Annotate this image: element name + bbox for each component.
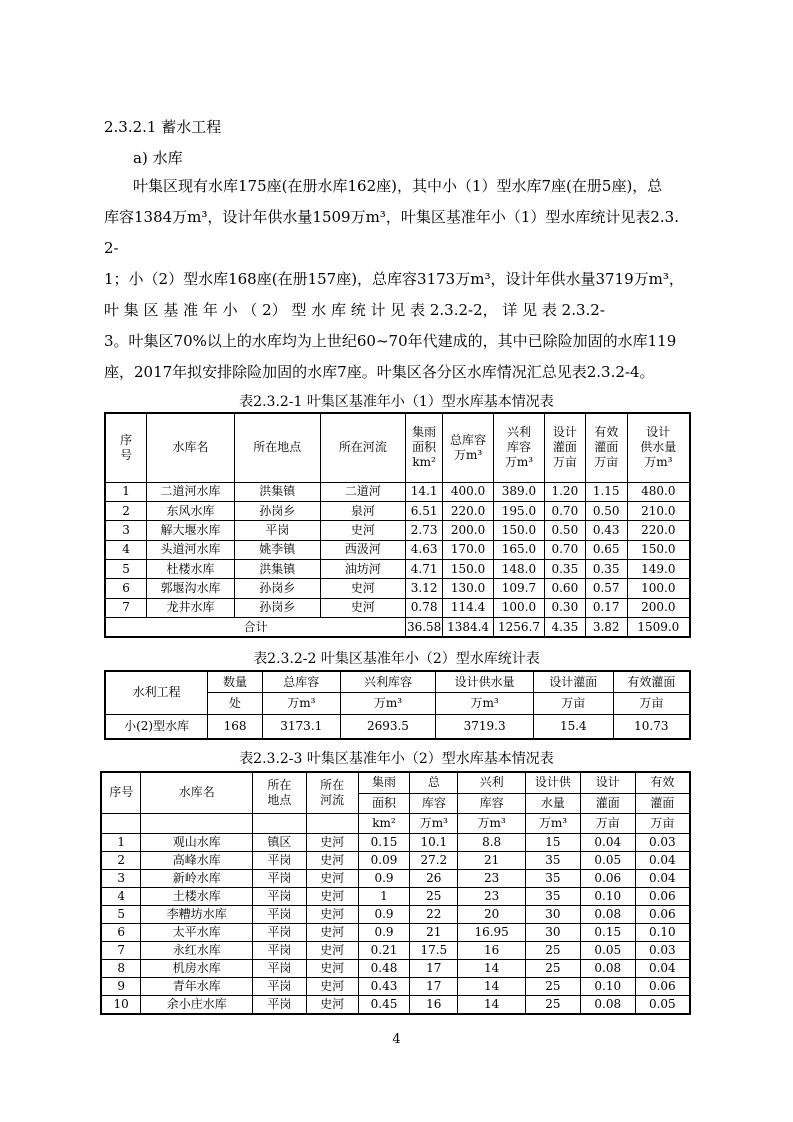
header-useful-capacity: 兴利库容 [340, 671, 436, 693]
table-cell: 平岗 [253, 924, 307, 942]
table-cell: 0.50 [544, 521, 585, 540]
table-cell: 8.8 [458, 833, 526, 851]
table-cell: 平岗 [253, 887, 307, 905]
table-cell: 150.0 [443, 560, 494, 579]
table-cell: 0.9 [358, 869, 410, 887]
header-effective-irrigation-unit: 万亩 [613, 693, 690, 715]
table-cell: 0.35 [585, 560, 627, 579]
table-row [101, 906, 690, 924]
table-cell: 4.63 [406, 540, 443, 559]
table-cell: 孙岗乡 [234, 598, 320, 617]
body-paragraph [104, 171, 690, 388]
table-cell: 0.17 [585, 598, 627, 617]
table2 [104, 670, 691, 740]
table-cell: 平岗 [253, 978, 307, 996]
table-cell: 余小庄水库 [141, 996, 253, 1014]
table-cell: 0.04 [635, 960, 690, 978]
table-cell: 2 [101, 851, 141, 869]
table-cell: 史河 [306, 924, 358, 942]
table-cell: 3 [105, 521, 147, 540]
table-cell: 114.4 [443, 598, 494, 617]
table-cell: 0.43 [585, 521, 627, 540]
table-cell: 389.0 [494, 482, 545, 501]
table-cell: 100.0 [627, 579, 690, 598]
header-water-supply: 设计供水量 [436, 671, 534, 693]
table-cell: 16.95 [458, 924, 526, 942]
table-cell: 史河 [306, 851, 358, 869]
table-cell: 480.0 [627, 482, 690, 501]
table-cell: 5 [105, 560, 147, 579]
table-cell: 0.30 [544, 598, 585, 617]
table-cell: 27.2 [410, 851, 458, 869]
header-river: 所在 河流 [306, 772, 358, 813]
table-cell: 22 [410, 906, 458, 924]
table-cell: 史河 [306, 869, 358, 887]
table-cell: 109.7 [494, 579, 545, 598]
table-cell: 14 [458, 960, 526, 978]
subsection-heading: a) 水库 [133, 149, 183, 167]
table-cell: 25 [526, 978, 581, 996]
table-cell: 泉河 [320, 502, 406, 521]
table-cell: 195.0 [494, 502, 545, 521]
header-empty [141, 813, 253, 833]
header-supply-2: 水量 [526, 793, 581, 813]
table-cell: 17 [410, 978, 458, 996]
table-cell: 3719.3 [436, 714, 534, 739]
table-cell: 洪集镇 [234, 482, 320, 501]
header-empty [101, 813, 141, 833]
table-cell: 21 [410, 924, 458, 942]
page-number: 4 [392, 1032, 401, 1047]
table-cell: 1 [105, 482, 147, 501]
table-cell: 6.51 [406, 502, 443, 521]
table-cell: 17 [410, 960, 458, 978]
paragraph-line: 库容1384万m³，设计年供水量1509万m³，叶集区基准年小（1）型水库统计见表2.3. [104, 208, 679, 226]
table-row [105, 482, 690, 501]
table-cell: 史河 [306, 996, 358, 1014]
header-effective-irrigation: 有效 [635, 772, 690, 793]
header-area: 集雨 面积 km² [406, 413, 443, 482]
table-cell: 0.60 [544, 579, 585, 598]
table-cell: 史河 [306, 960, 358, 978]
table-cell: 0.35 [544, 560, 585, 579]
table2-caption: 表2.3.2-2 叶集区基准年小（2）型水库统计表 [253, 651, 540, 667]
table-cell: 解大堰水库 [147, 521, 235, 540]
table-cell: 二道河 [320, 482, 406, 501]
table-cell: 4.35 [544, 618, 585, 637]
table-cell: 1 [358, 887, 410, 905]
header-total-capacity: 总库容 万m³ [443, 413, 494, 482]
header-count: 数量 [208, 671, 263, 693]
header-effective-irrigation: 有效灌面 [613, 671, 690, 693]
table1-caption: 表2.3.2-1 叶集区基准年小（1）型水库基本情况表 [239, 394, 554, 410]
table-cell: 1.15 [585, 482, 627, 501]
table-cell: 0.70 [544, 540, 585, 559]
table-row [101, 887, 690, 905]
header-seq: 序号 [101, 772, 141, 813]
table3-body [101, 833, 690, 1014]
table-cell: 姚李镇 [234, 540, 320, 559]
table-cell: 23 [458, 887, 526, 905]
table-cell: 9 [101, 978, 141, 996]
table-cell: 3 [101, 869, 141, 887]
table-cell: 史河 [320, 579, 406, 598]
table-cell: 25 [526, 960, 581, 978]
table-cell: 0.10 [580, 887, 635, 905]
table-cell: 1384.4 [443, 618, 494, 637]
table-cell: 14 [458, 978, 526, 996]
header-location: 所在地点 [234, 413, 320, 482]
table-row [105, 579, 690, 598]
table-cell: 永红水库 [141, 942, 253, 960]
table-cell: 0.70 [544, 502, 585, 521]
table-cell: 0.03 [635, 942, 690, 960]
table-cell: 平岗 [234, 521, 320, 540]
header-effective-irrigation-unit: 万亩 [635, 813, 690, 833]
table-cell: 0.05 [580, 942, 635, 960]
table-cell: 0.09 [358, 851, 410, 869]
header-total-unit: 万m³ [410, 813, 458, 833]
table-cell: 0.65 [585, 540, 627, 559]
table-cell: 0.10 [580, 978, 635, 996]
header-total-capacity: 总 [410, 772, 458, 793]
header-total-unit: 万m³ [262, 693, 340, 715]
table-cell: 0.08 [580, 996, 635, 1014]
table-cell: 油坊河 [320, 560, 406, 579]
table-cell: 史河 [320, 521, 406, 540]
table-cell: 210.0 [627, 502, 690, 521]
table-row [105, 598, 690, 617]
table-cell: 0.06 [635, 887, 690, 905]
header-water-supply: 设计 供水量 万m³ [627, 413, 690, 482]
table-cell: 西汲河 [320, 540, 406, 559]
table-cell: 0.9 [358, 906, 410, 924]
table-cell: 平岗 [253, 942, 307, 960]
table-cell: 史河 [306, 942, 358, 960]
table-cell: 平岗 [253, 869, 307, 887]
header-effective-irrigation-2: 灌面 [635, 793, 690, 813]
header-design-irrigation: 设计 [580, 772, 635, 793]
table-cell: 0.45 [358, 996, 410, 1014]
table-cell: 洪集镇 [234, 560, 320, 579]
table-cell: 史河 [306, 887, 358, 905]
table-cell: 10 [101, 996, 141, 1014]
table-cell: 25 [526, 996, 581, 1014]
header-total-2: 库容 [410, 793, 458, 813]
table-cell: 35 [526, 887, 581, 905]
header-useful-2: 库容 [458, 793, 526, 813]
table-cell: 149.0 [627, 560, 690, 579]
table-cell: 东风水库 [147, 502, 235, 521]
table-row [101, 833, 690, 851]
table-cell: 0.9 [358, 924, 410, 942]
table-cell: 镇区 [253, 833, 307, 851]
table-cell: 3.12 [406, 579, 443, 598]
table-cell: 孙岗乡 [234, 579, 320, 598]
table-cell: 150.0 [627, 540, 690, 559]
paragraph-line: 1；小（2）型水库168座(在册157座)，总库容3173万m³，设计年供水量3719万m³， [104, 270, 684, 288]
header-design-irrigation-2: 灌面 [580, 793, 635, 813]
header-name: 水库名 [147, 413, 235, 482]
header-seq: 序 号 [105, 413, 147, 482]
table-cell: 2693.5 [340, 714, 436, 739]
table-cell: 2.73 [406, 521, 443, 540]
header-design-irrigation: 设计 灌面 万亩 [544, 413, 585, 482]
table-cell: 土楼水库 [141, 887, 253, 905]
header-total-capacity: 总库容 [262, 671, 340, 693]
table-cell: 史河 [306, 906, 358, 924]
table-cell: 新岭水库 [141, 869, 253, 887]
table-cell: 21 [458, 851, 526, 869]
table-cell: 0.04 [635, 869, 690, 887]
table-row [105, 540, 690, 559]
header-empty [306, 813, 358, 833]
header-area: 集雨 [358, 772, 410, 793]
table-cell: 400.0 [443, 482, 494, 501]
table-cell: 5 [101, 906, 141, 924]
section-heading: 2.3.2.1 蓄水工程 [104, 118, 222, 136]
table-cell: 平岗 [253, 996, 307, 1014]
table-cell: 200.0 [627, 598, 690, 617]
header-effective-irrigation: 有效 灌面 万亩 [585, 413, 627, 482]
table-cell: 太平水库 [141, 924, 253, 942]
table-cell: 30 [526, 906, 581, 924]
table-cell: 小(2)型水库 [105, 714, 208, 739]
table-cell: 0.78 [406, 598, 443, 617]
table1-total-row [105, 618, 690, 637]
table3-caption: 表2.3.2-3 叶集区基准年小（2）型水库基本情况表 [239, 751, 554, 767]
table-cell: 168 [208, 714, 263, 739]
header-name: 水库名 [141, 772, 253, 813]
table-cell: 0.15 [358, 833, 410, 851]
table-cell: 龙井水库 [147, 598, 235, 617]
table-cell: 25 [526, 942, 581, 960]
table-cell: 0.04 [580, 833, 635, 851]
table-cell: 3173.1 [262, 714, 340, 739]
table-cell: 0.15 [580, 924, 635, 942]
table-cell: 20 [458, 906, 526, 924]
table-cell: 平岗 [253, 960, 307, 978]
table-cell: 1 [101, 833, 141, 851]
table-row [101, 924, 690, 942]
table-cell: 4.71 [406, 560, 443, 579]
table-cell: 0.03 [635, 833, 690, 851]
table-cell: 青年水库 [141, 978, 253, 996]
table-cell: 史河 [306, 833, 358, 851]
table-cell: 1.20 [544, 482, 585, 501]
table-cell: 17.5 [410, 942, 458, 960]
table-cell: 23 [458, 869, 526, 887]
table-cell: 16 [458, 942, 526, 960]
header-useful-unit: 万m³ [458, 813, 526, 833]
table-cell: 8 [101, 960, 141, 978]
table-cell: 170.0 [443, 540, 494, 559]
table-cell: 10.73 [613, 714, 690, 739]
table-cell: 7 [101, 942, 141, 960]
table-cell: 1256.7 [494, 618, 545, 637]
header-count-unit: 处 [208, 693, 263, 715]
table1 [104, 412, 691, 638]
table-cell: 16 [410, 996, 458, 1014]
table-row [101, 869, 690, 887]
table-cell: 观山水库 [141, 833, 253, 851]
table-cell: 4 [105, 540, 147, 559]
table-cell: 10.1 [410, 833, 458, 851]
table-cell: 杜楼水库 [147, 560, 235, 579]
header-empty [253, 813, 307, 833]
header-useful-capacity: 兴利 [458, 772, 526, 793]
paragraph-line: 3。叶集区70%以上的水库均为上世纪60~70年代建成的，其中已除险加固的水库119 [104, 332, 677, 350]
header-useful-unit: 万m³ [340, 693, 436, 715]
header-supply-unit: 万m³ [436, 693, 534, 715]
table-cell: 史河 [320, 598, 406, 617]
table3 [100, 771, 691, 1015]
table-cell: 150.0 [494, 521, 545, 540]
header-location: 所在 地点 [253, 772, 307, 813]
header-project: 水利工程 [105, 671, 208, 714]
table-row [105, 714, 690, 739]
table-cell: 220.0 [443, 502, 494, 521]
table-row [101, 960, 690, 978]
table-cell: 高峰水库 [141, 851, 253, 869]
table-cell: 130.0 [443, 579, 494, 598]
table-row [101, 996, 690, 1014]
table-cell: 148.0 [494, 560, 545, 579]
table-cell: 二道河水库 [147, 482, 235, 501]
table-row [105, 521, 690, 540]
table-cell: 25 [410, 887, 458, 905]
table-cell: 0.48 [358, 960, 410, 978]
paragraph-line: 叶集区现有水库175座(在册水库162座)，其中小（1）型水库7座(在册5座)，总 [133, 177, 663, 195]
table-row [101, 942, 690, 960]
table-cell: 7 [105, 598, 147, 617]
table-row [101, 978, 690, 996]
paragraph-line: 座，2017年拟安排除险加固的水库7座。叶集区各分区水库情况汇总见表2.3.2-4。 [104, 363, 655, 381]
table-cell: 0.05 [635, 996, 690, 1014]
table-cell: 0.43 [358, 978, 410, 996]
table-cell: 机房水库 [141, 960, 253, 978]
table-cell: 165.0 [494, 540, 545, 559]
table-cell: 孙岗乡 [234, 502, 320, 521]
table-cell: 史河 [306, 978, 358, 996]
paragraph-line: 2- [104, 239, 119, 257]
table-cell: 14 [458, 996, 526, 1014]
header-design-irrigation: 设计灌面 [533, 671, 613, 693]
table-cell: 0.06 [580, 869, 635, 887]
table-cell: 15.4 [533, 714, 613, 739]
paragraph-line: 叶 集 区 基 准 年 小 （ 2） 型 水 库 统 计 见 表 2.3.2-2， 详 见 表 2.3.2- [104, 301, 605, 319]
table-cell: 0.08 [580, 960, 635, 978]
table-cell: 36.58 [406, 618, 443, 637]
table-cell: 100.0 [494, 598, 545, 617]
table-cell: 35 [526, 869, 581, 887]
header-useful-capacity: 兴利 库容 万m³ [494, 413, 545, 482]
table-cell: 李糟坊水库 [141, 906, 253, 924]
table-cell: 6 [101, 924, 141, 942]
table-row [105, 560, 690, 579]
table1-body [105, 482, 690, 617]
table-cell: 14.1 [406, 482, 443, 501]
table-cell: 6 [105, 579, 147, 598]
table-cell: 郭堰沟水库 [147, 579, 235, 598]
table-cell: 15 [526, 833, 581, 851]
table-row [105, 502, 690, 521]
total-label: 合计 [105, 618, 406, 637]
table-cell: 0.04 [635, 851, 690, 869]
header-river: 所在河流 [320, 413, 406, 482]
table-cell: 1509.0 [627, 618, 690, 637]
table-cell: 0.50 [585, 502, 627, 521]
table-cell: 0.57 [585, 579, 627, 598]
header-supply-unit: 万m³ [526, 813, 581, 833]
header-design-irrigation-unit: 万亩 [580, 813, 635, 833]
table-cell: 4 [101, 887, 141, 905]
table-cell: 35 [526, 851, 581, 869]
table-cell: 200.0 [443, 521, 494, 540]
table-cell: 头道河水库 [147, 540, 235, 559]
table-cell: 220.0 [627, 521, 690, 540]
header-water-supply: 设计供 [526, 772, 581, 793]
table-cell: 0.21 [358, 942, 410, 960]
table-cell: 30 [526, 924, 581, 942]
table-row [101, 851, 690, 869]
table-cell: 平岗 [253, 851, 307, 869]
table-cell: 0.06 [635, 906, 690, 924]
table-cell: 平岗 [253, 906, 307, 924]
table-cell: 0.08 [580, 906, 635, 924]
table-cell: 0.06 [635, 978, 690, 996]
table-cell: 3.82 [585, 618, 627, 637]
header-design-irrigation-unit: 万亩 [533, 693, 613, 715]
table-cell: 26 [410, 869, 458, 887]
table-cell: 2 [105, 502, 147, 521]
table-cell: 0.10 [635, 924, 690, 942]
table-cell: 0.05 [580, 851, 635, 869]
header-area-2: 面积 [358, 793, 410, 813]
header-area-unit: km² [358, 813, 410, 833]
